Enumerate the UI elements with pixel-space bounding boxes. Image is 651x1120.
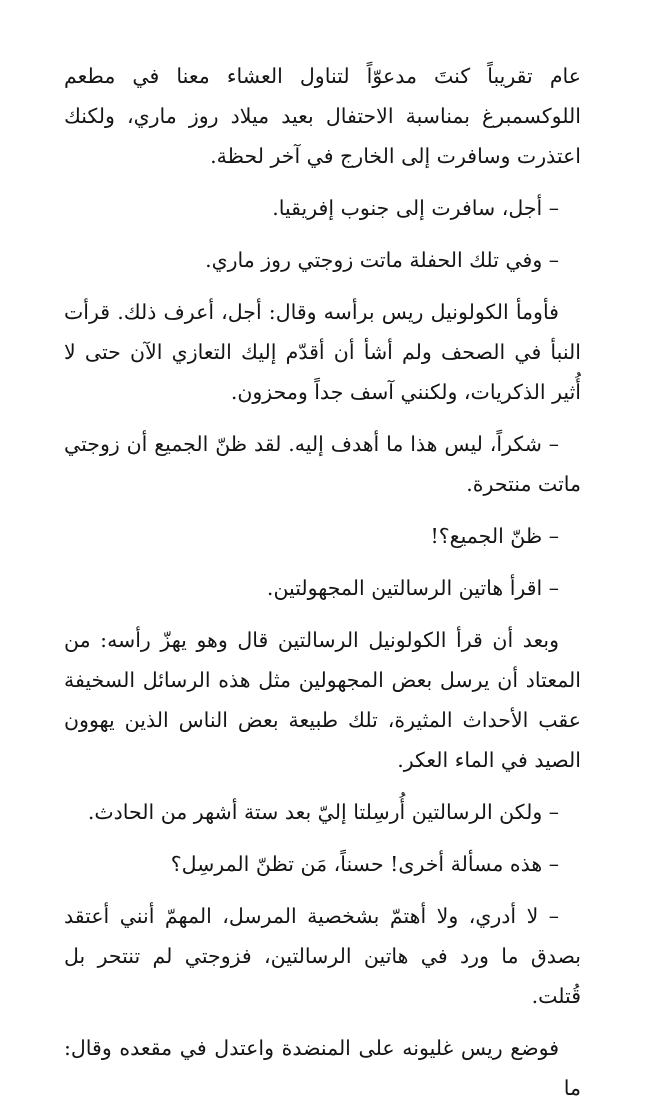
dialog-line: – ولكن الرسالتين أُرسِلتا إليّ بعد ستة أشهر من الحادث.	[87, 800, 559, 824]
dialog-line: – لا أدري، ولا أهتمّ بشخصية المرسل، المهمّ أنني أعتقد بصدق ما ورد في هاتين الرسالتين، فزوجتي لم تنتحر بل قُتلت.	[64, 904, 581, 1008]
dialog-line: – شكراً، ليس هذا ما أهدف إليه. لقد ظنّ الجميع أن زوجتي ماتت منتحرة.	[64, 432, 581, 496]
paragraph: فوضع ريس غليونه على المنضدة واعتدل في مقعده وقال: ما	[64, 1036, 581, 1100]
dialog-line: – ظنّ الجميع؟!	[430, 524, 559, 548]
dialog-line: – وفي تلك الحفلة ماتت زوجتي روز ماري.	[205, 248, 559, 272]
dialog-line: – أجل، سافرت إلى جنوب إفريقيا.	[272, 196, 559, 220]
page-text	[64, 56, 581, 1120]
dialog-line: – هذه مسألة أخرى! حسناً، مَن تظنّ المرسِل؟	[170, 852, 559, 876]
paragraph: فأومأ الكولونيل ريس برأسه وقال: أجل، أعرف ذلك. قرأت النبأ في الصحف ولم أشأ أن أقدّم إليك التعازي الآن حتى لا أُثير الذكريات، ولكنني آسف جداً ومحزون.	[64, 300, 581, 404]
paragraph: وبعد أن قرأ الكولونيل الرسالتين قال وهو يهزّ رأسه: من المعتاد أن يرسل بعض المجهولين مثل هذه الرسائل السخيفة عقب الأحداث المثيرة، تلك طبيعة بعض الناس الذين يهوون الصيد في الماء العكر.	[64, 628, 581, 772]
paragraph: عام تقريباً كنتَ مدعوّاً لتناول العشاء معنا في مطعم اللوكسمبرغ بمناسبة الاحتفال بعيد ميلاد روز ماري، ولكنك اعتذرت وسافرت إلى الخارج في آخر لحظة.	[64, 64, 581, 168]
dialog-line: – اقرأ هاتين الرسالتين المجهولتين.	[266, 576, 559, 600]
